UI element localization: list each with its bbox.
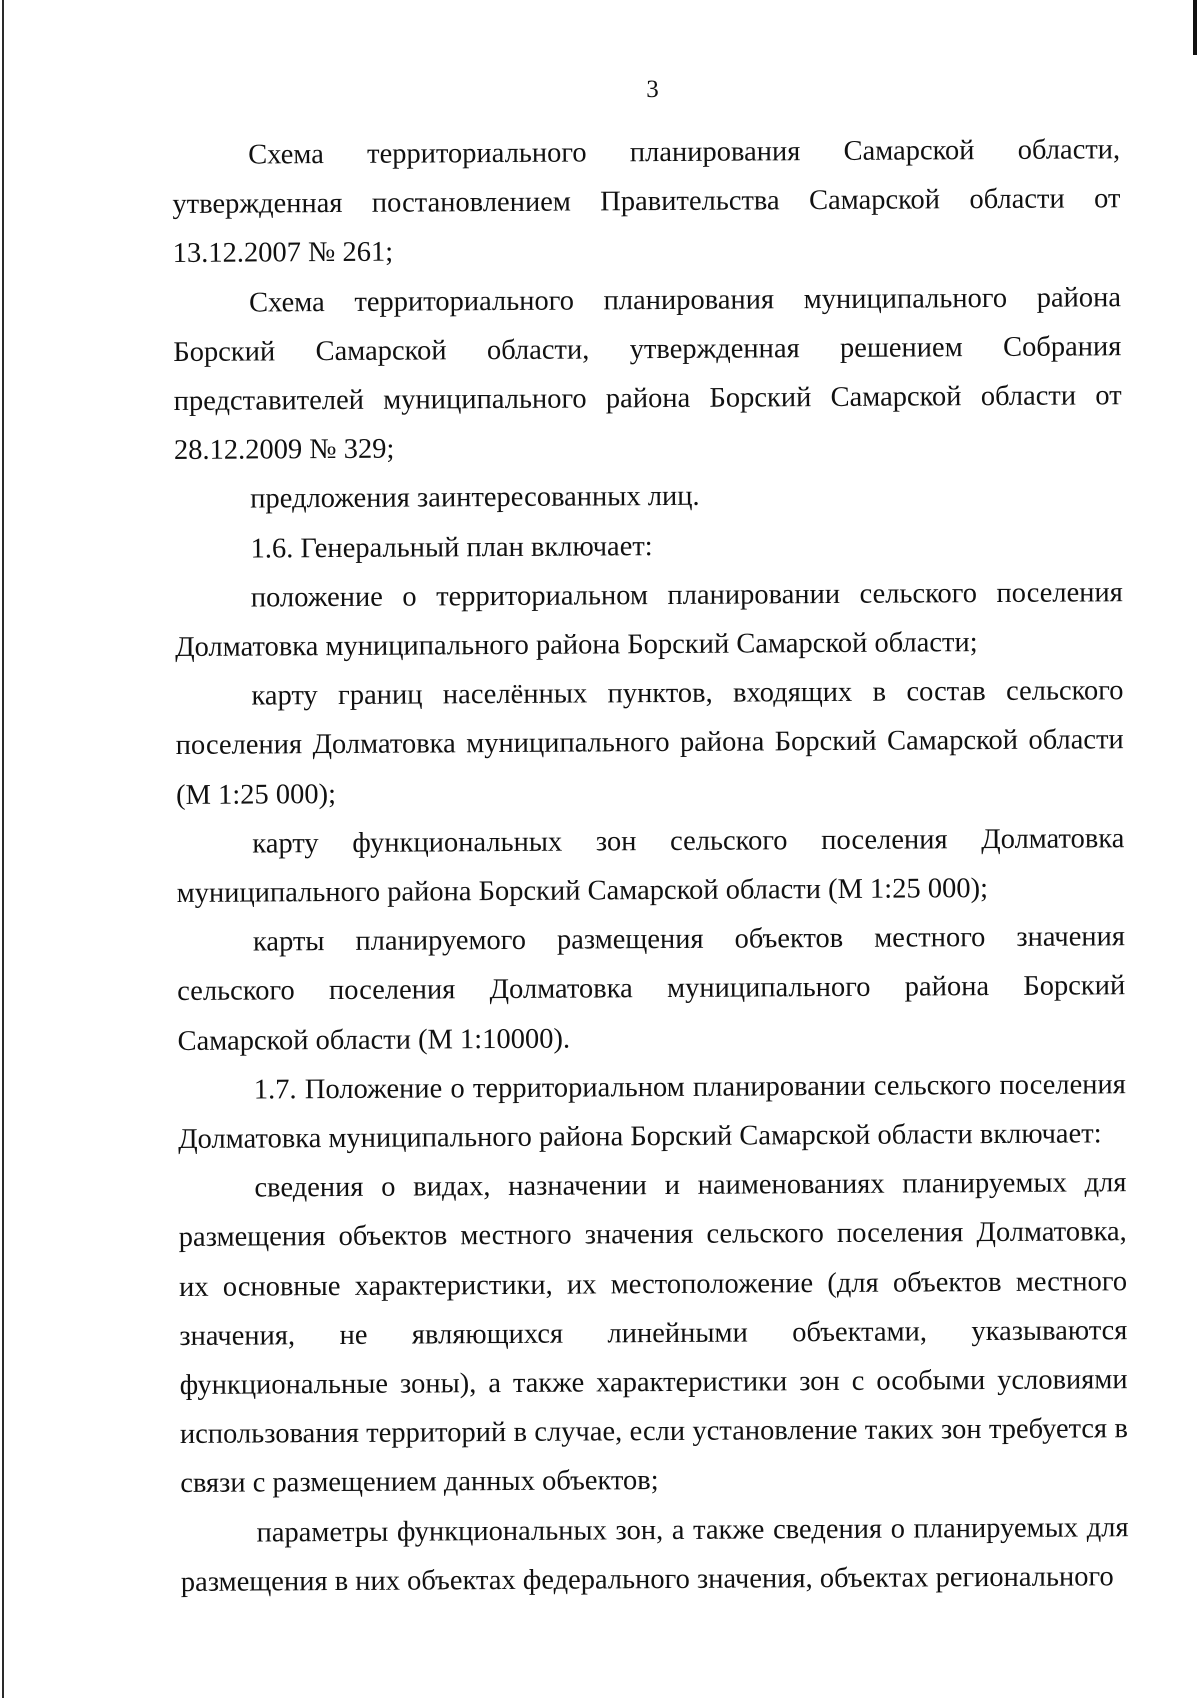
paragraph-zone-parameters: параметры функциональных зон, а также сведения о планируемых для размещения в них объектах федерального значения, объектах регионального	[180, 1511, 1129, 1598]
paragraph-boundaries-map: карту границ населённых пунктов, входящих в состав сельского поселения Долматовка муниципального района Борский Самарской области (М 1:25 000);	[175, 675, 1124, 811]
paragraph-proposals: предложения заинтересованных лиц.	[250, 481, 700, 515]
page-number: 3	[646, 76, 659, 103]
paragraph-local-objects-maps: карты планируемого размещения объектов местного значения сельского поселения Долматовка муниципального района Борский Самарской области (М 1:10000).	[177, 921, 1126, 1057]
paragraph-section-1-7: 1.7. Положение о территориальном планировании сельского поселения Долматовка муниципального района Борский Самарской области включает:	[178, 1069, 1126, 1156]
paragraph-planning-regulation: положение о территориальном планировании сельского поселения Долматовка муниципального района Борский Самарской области;	[175, 577, 1123, 664]
paragraph-section-1-6: 1.6. Генеральный план включает:	[250, 530, 653, 565]
paragraph-functional-zones-map: карту функциональных зон сельского поселения Долматовка муниципального района Борский Самарской области (М 1:25 000);	[176, 823, 1125, 910]
document-body	[172, 125, 1129, 1607]
scan-left-edge	[2, 0, 4, 1698]
paragraph-district-scheme: Схема территориального планирования муниципального района Борский Самарской области, утвержденная решением Собрания представителей муниципального района Борский Самарской области от 28.12.2009 № 329;	[173, 281, 1122, 467]
scan-right-edge-mark	[1193, 0, 1197, 55]
paragraph-object-information: сведения о видах, назначении и наименованиях планируемых для размещения объектов местного значения сельского поселения Долматовка, их основные характеристики, их местоположение (для объектов местного значения, не являющихся линейными объектами, указываются функциональные зоны), а также характеристики зон с особыми условиями использования территорий в случае, если установление таких зон требуется в связи с размещением данных объектов;	[178, 1167, 1129, 1500]
paragraph-regional-scheme: Схема территориального планирования Самарской области, утвержденная постановлением Правительства Самарской области от 13.12.2007 № 261;	[172, 134, 1121, 270]
